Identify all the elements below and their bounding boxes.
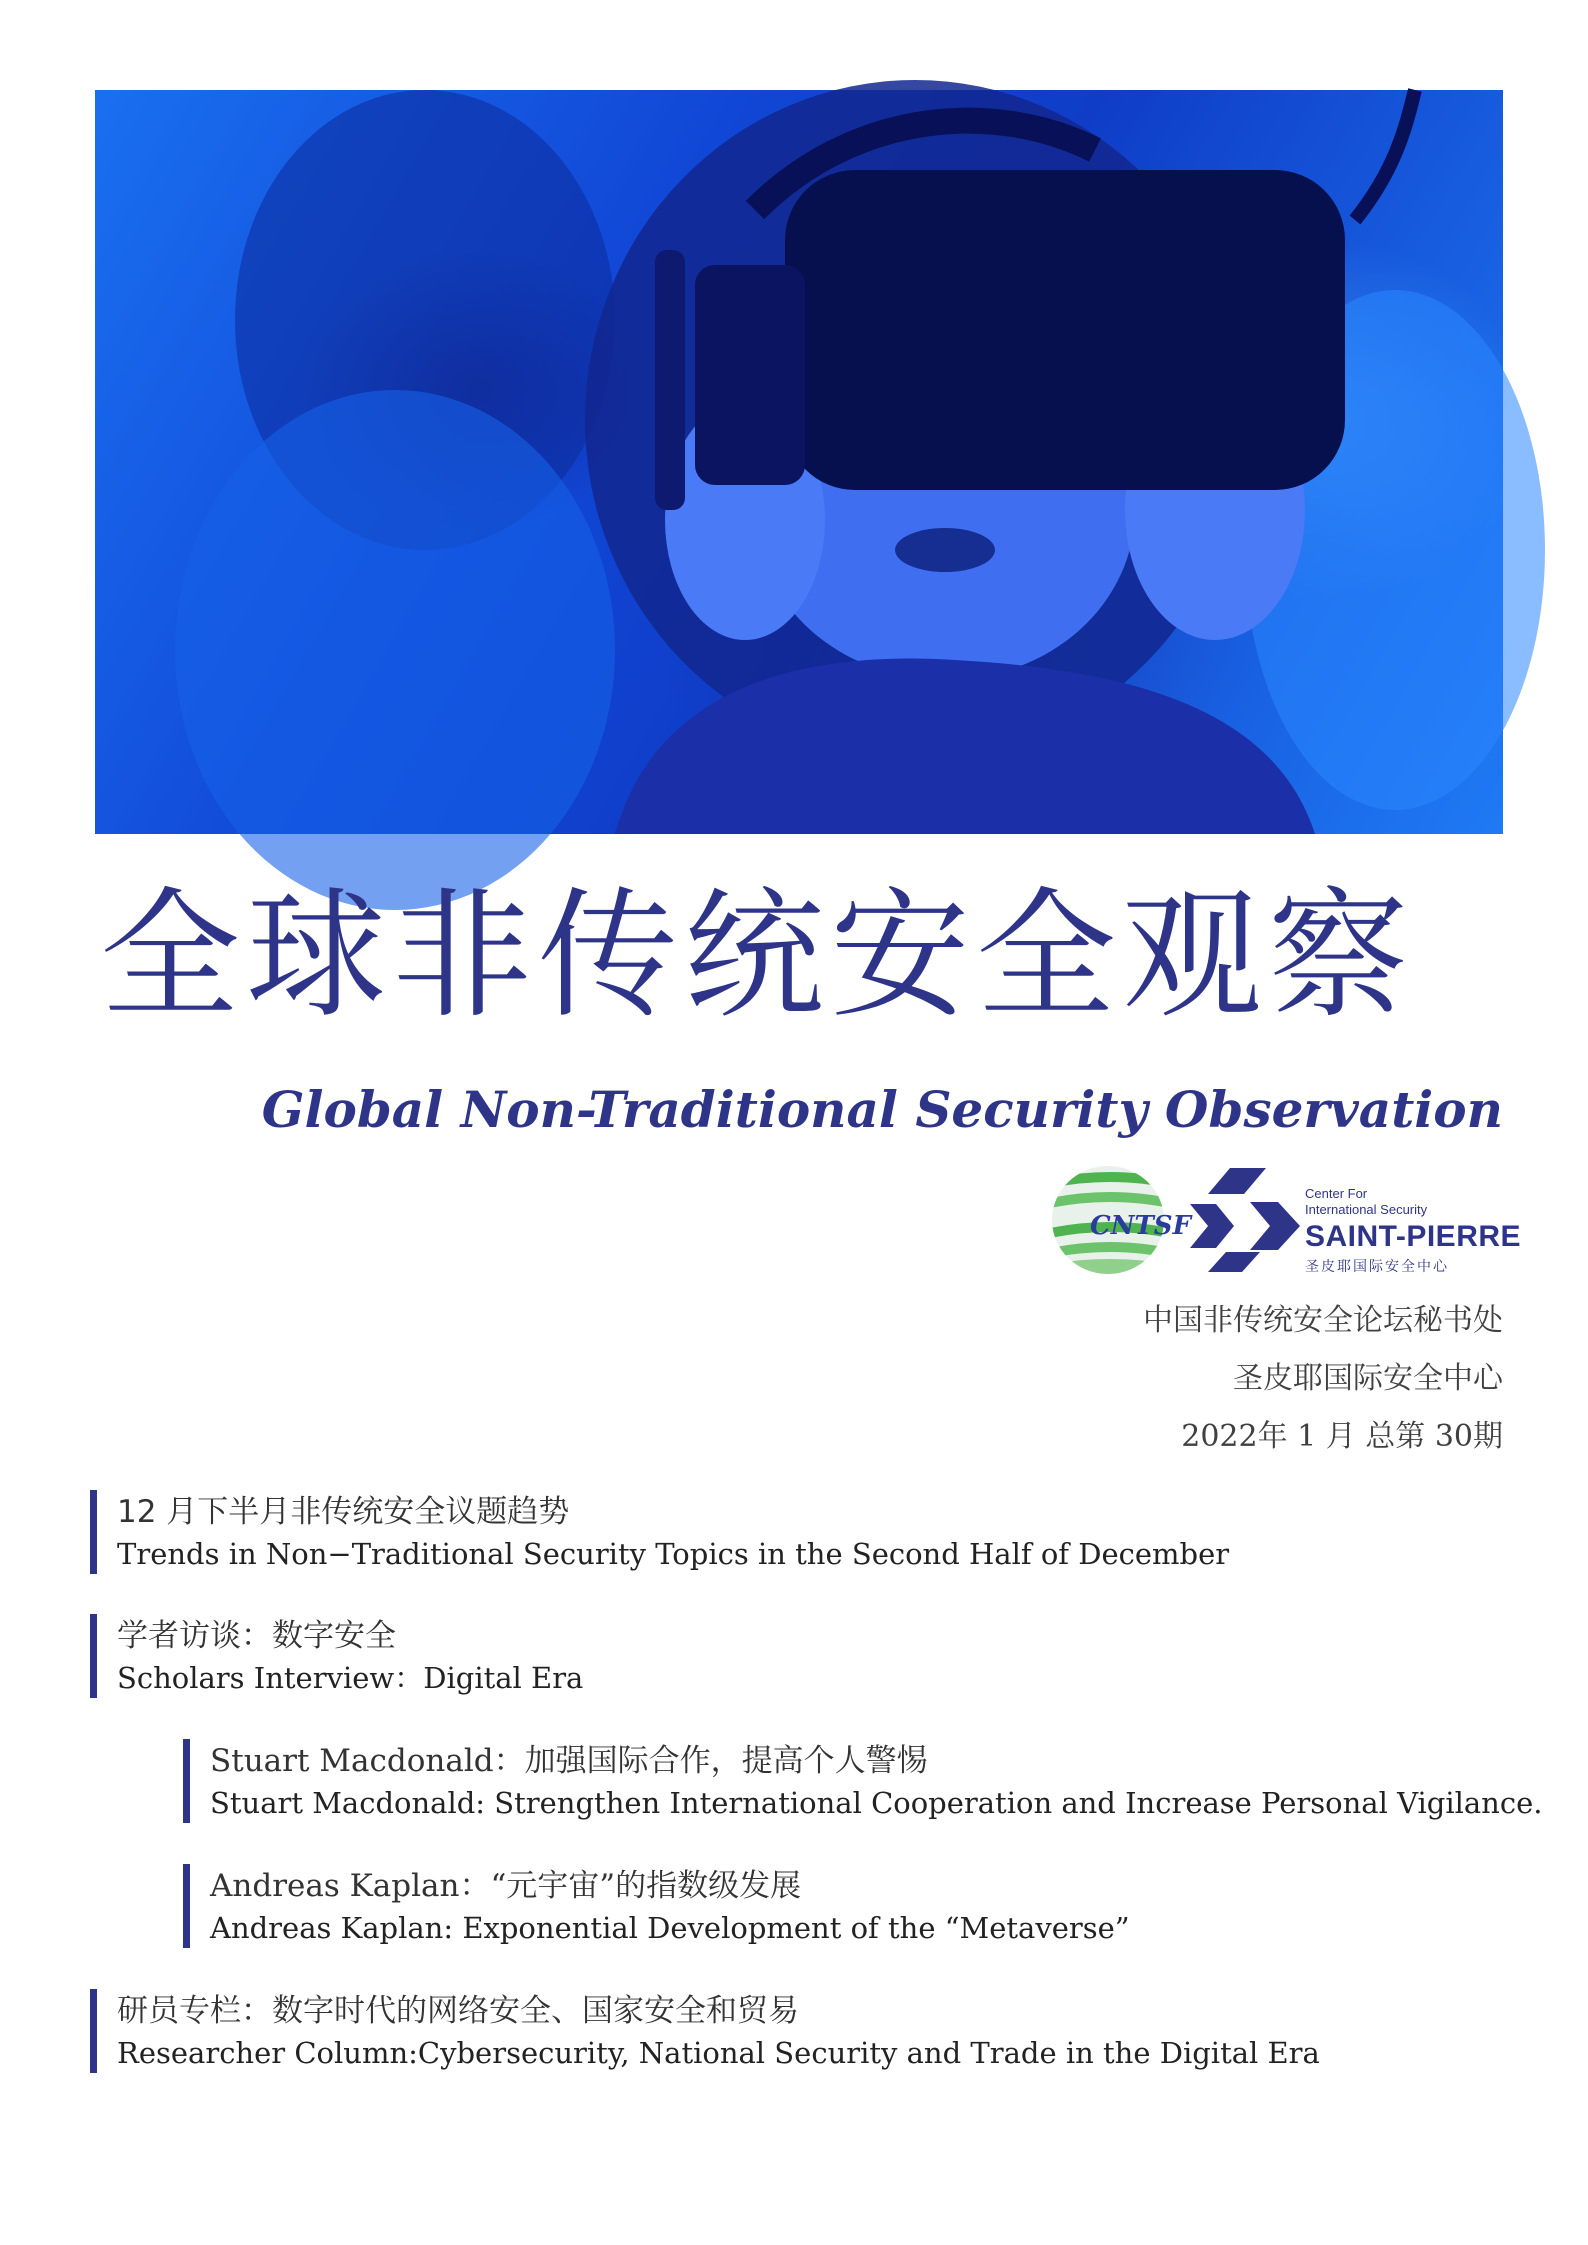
saint-pierre-name: SAINT-PIERRE [1305, 1220, 1522, 1253]
publisher-line1: 中国非传统安全论坛秘书处 [1143, 1303, 1503, 1338]
toc-item-interview[interactable] [90, 1614, 583, 1698]
saint-pierre-cn: 圣皮耶国际安全中心 [1305, 1259, 1449, 1275]
saint-pierre-logo [1190, 1160, 1522, 1278]
toc-item-cn: 12 月下半月非传统安全议题趋势 [117, 1494, 570, 1530]
toc-item-trends[interactable] [90, 1490, 1229, 1574]
title-chinese: 全球非传统安全观察 [100, 875, 1415, 1038]
logos-row [1050, 1160, 1522, 1280]
cntsf-logo [1050, 1164, 1192, 1276]
toc-item-cn: Stuart Macdonald：加强国际合作，提高个人警惕 [210, 1743, 928, 1779]
saint-pierre-line1: Center For [1305, 1186, 1368, 1201]
cntsf-logo-text: CNTSF [1090, 1211, 1192, 1241]
publisher-line2: 圣皮耶国际安全中心 [1233, 1361, 1503, 1396]
toc-item-en: Researcher Column:Cybersecurity, National Security and Trade in the Digital Era [117, 2036, 1320, 2070]
saint-pierre-line2: International Security [1305, 1202, 1428, 1217]
title-english: Global Non-Traditional Security Observation [261, 1080, 1503, 1139]
toc-item-researcher-column[interactable] [90, 1989, 1320, 2073]
toc-item-cn: Andreas Kaplan：“元宇宙”的指数级发展 [210, 1868, 802, 1904]
issue-info: 2022年 1 月 总第 30期 [1181, 1419, 1503, 1454]
toc-item-en: Scholars Interview：Digital Era [117, 1661, 584, 1695]
toc-item-en: Trends in Non−Traditional Security Topics in the Second Half of December [117, 1537, 1230, 1571]
vr-child-illustration [95, 90, 1503, 834]
toc-item-cn: 学者访谈：数字安全 [117, 1618, 396, 1654]
toc-item-en: Andreas Kaplan: Exponential Development of the “Metaverse” [210, 1911, 1130, 1945]
toc-item-cn: 研员专栏：数字时代的网络安全、国家安全和贸易 [117, 1993, 799, 2029]
saint-pierre-mark-icon [1190, 1168, 1300, 1272]
toc-item-kaplan[interactable] [183, 1864, 1130, 1948]
cover-photo [95, 90, 1503, 834]
toc-item-macdonald[interactable] [183, 1739, 1543, 1823]
toc-item-en: Stuart Macdonald: Strengthen International Cooperation and Increase Personal Vigilance. [210, 1786, 1543, 1820]
